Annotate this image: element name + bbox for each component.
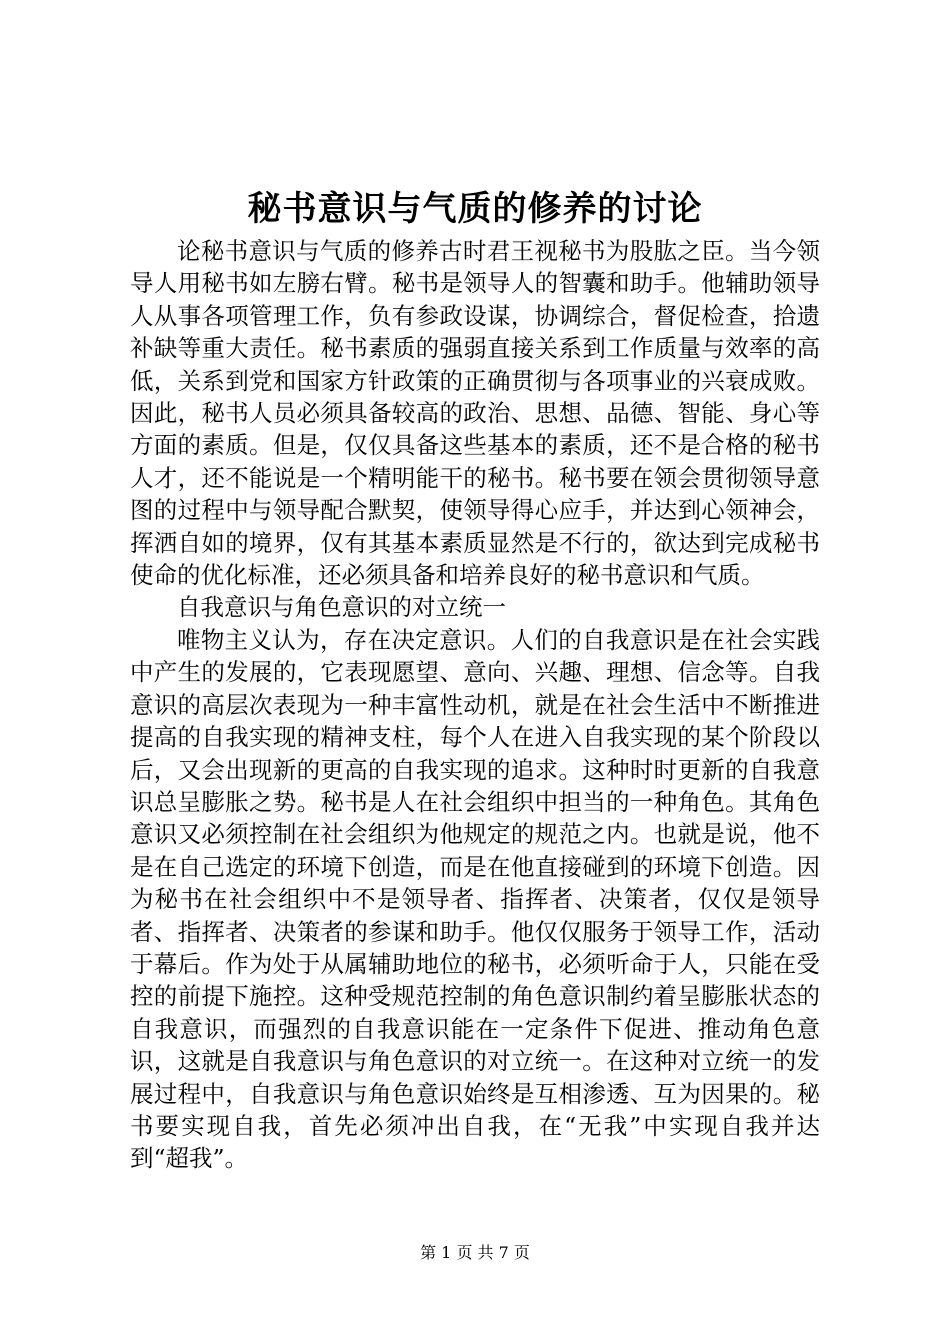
paragraph-self-awareness: 唯物主义认为，存在决定意识。人们的自我意识是在社会实践中产生的发展的，它表现愿望、意向、兴趣、理想、信念等。自我意识的高层次表现为一种丰富性动机，就是在社会生活中不断推进提高的自我实现的精神支柱，每个人在进入自我实现的某个阶段以后，又会出现新的更高的自我实现的追求。这种时时更新的自我意识总呈膨胀之势。秘书是人在社会组织中担当的一种角色。其角色意识又必须控制在社会组织为他规定的规范之内。也就是说，他不是在自己选定的环境下创造，而是在他直接碰到的环境下创造。因为秘书在社会组织中不是领导者、指挥者、决策者，仅仅是领导者、指挥者、决策者的参谋和助手。他仅仅服务于领导工作，活动于幕后。作为处于从属辅助地位的秘书，必须听命于人，只能在受控的前提下施控。这种受规范控制的角色意识制约着呈膨胀状态的自我意识，而强烈的自我意识能在一定条件下促进、推动角色意识，这就是自我意识与角色意识的对立统一。在这种对立统一的发展过程中，自我意识与角色意识始终是互相渗透、互为因果的。秘书要实现自我，首先必须冲出自我，在“无我”中实现自我并达到“超我”。 — [130, 625, 820, 1173]
document-title: 秘书意识与气质的修养的讨论 — [247, 189, 703, 229]
page-footer: 第 1 页 共 7 页 — [420, 1243, 530, 1262]
document-body — [130, 235, 820, 1175]
paragraph-intro: 论秘书意识与气质的修养古时君王视秘书为股肱之臣。当今领导人用秘书如左膀右臂。秘书是领导人的智囊和助手。他辅助领导人从事各项管理工作，负有参政设谋，协调综合，督促检查，拾遗补缺等重大责任。秘书素质的强弱直接关系到工作质量与效率的高低，关系到党和国家方针政策的正确贯彻与各项事业的兴衰成败。因此，秘书人员必须具备较高的政治、思想、品德、智能、身心等方面的素质。但是，仅仅具备这些基本的素质，还不是合格的秘书人才，还不能说是一个精明能干的秘书。秘书要在领会贯彻领导意图的过程中与领导配合默契，使领导得心应手，并达到心领神会，挥洒自如的境界，仅有其基本素质显然是不行的，欲达到完成秘书使命的优化标准，还必须具备和培养良好的秘书意识和气质。 — [130, 237, 820, 590]
section-heading: 自我意识与角色意识的对立统一 — [177, 593, 506, 622]
